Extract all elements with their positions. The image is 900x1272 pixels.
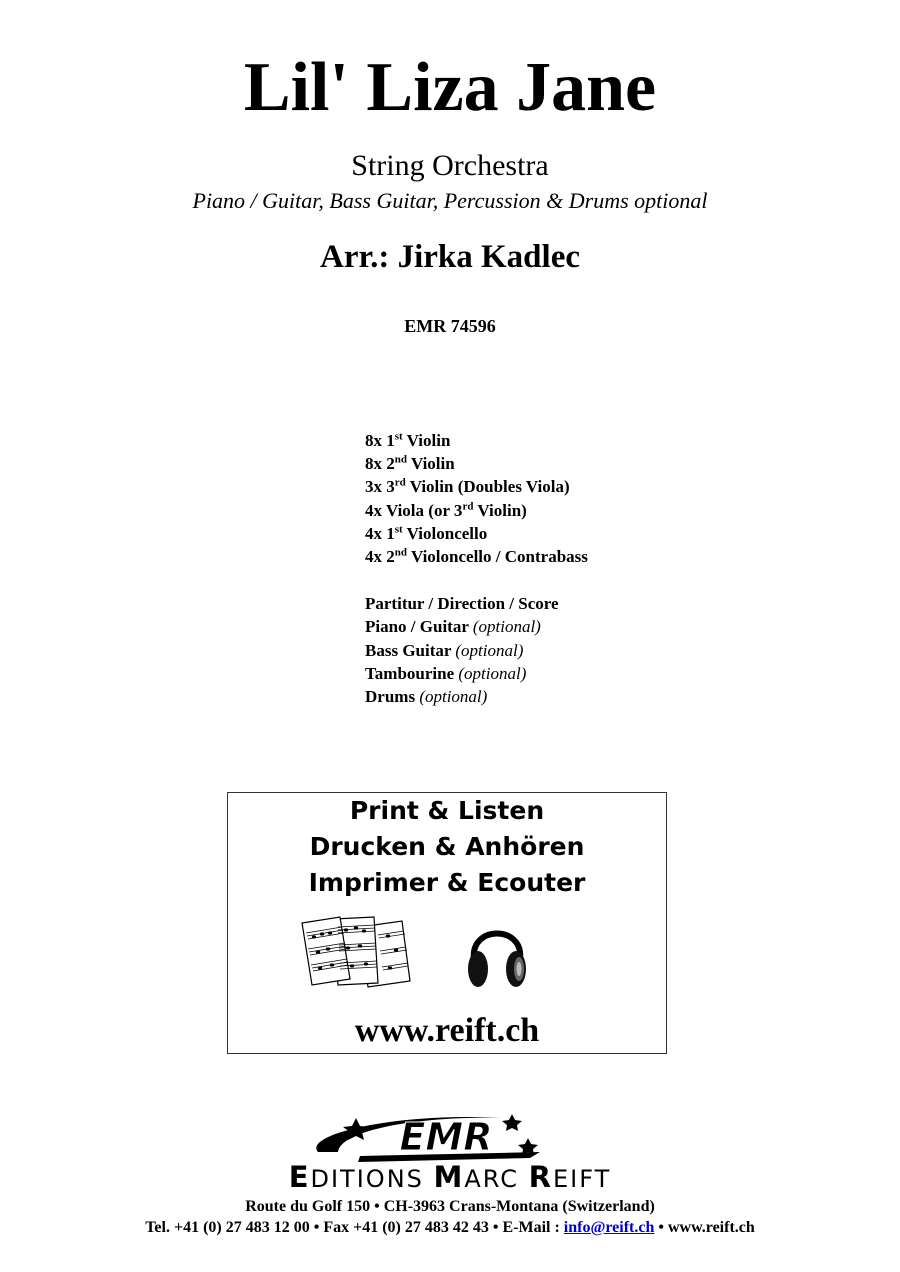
publisher-contact: Tel. +41 (0) 27 483 12 00 • Fax +41 (0) 27 483 42 43 • E-Mail : info@reift.ch • www.reift.ch: [145, 1219, 755, 1236]
sheet-music-icon: [298, 913, 418, 995]
part-first-cello: 4x 1st Violoncello: [365, 523, 488, 543]
part-viola: 4x Viola (or 3rd Violin): [365, 499, 527, 520]
headphones-icon: [464, 915, 530, 995]
extra-drums: Drums (optional): [365, 687, 488, 707]
arranger-credit: Arr.: Jirka Kadlec: [320, 239, 580, 275]
promo-german: Drucken & Anhören: [309, 832, 585, 861]
extra-piano-guitar: Piano / Guitar (optional): [365, 617, 541, 637]
part-first-violin: 8x 1st Violin: [365, 430, 451, 450]
extra-score: Partitur / Direction / Score: [365, 594, 559, 614]
emr-logo-icon: [250, 1108, 650, 1164]
extra-tambourine: Tambourine (optional): [365, 663, 527, 683]
promo-french: Imprimer & Ecouter: [308, 868, 586, 897]
part-second-violin: 8x 2nd Violin: [365, 453, 455, 474]
email-link[interactable]: info@reift.ch: [563, 1219, 655, 1236]
publisher-address: Route du Golf 150 • CH-3963 Crans-Montana (Switzerland): [245, 1198, 655, 1215]
publisher-name: EDITIONS MARC REIFT: [288, 1160, 612, 1194]
catalog-number: EMR 74596: [404, 316, 496, 336]
extra-bass-guitar: Bass Guitar (optional): [365, 640, 524, 660]
promo-english: Print & Listen: [349, 796, 545, 825]
parts-list: [365, 429, 588, 708]
score-title: Lil' Liza Jane: [243, 49, 657, 126]
ensemble-subtitle: String Orchestra: [351, 149, 549, 182]
promo-website[interactable]: www.reift.ch: [354, 1012, 540, 1049]
publisher-logo: [250, 1108, 650, 1194]
part-second-cello-bass: 4x 2nd Violoncello / Contrabass: [365, 546, 588, 567]
optional-instruments-line: Piano / Guitar, Bass Guitar, Percussion & Drums optional: [192, 188, 708, 213]
print-listen-box: [227, 792, 667, 1054]
part-third-violin: 3x 3rd Violin (Doubles Viola): [365, 476, 570, 497]
list-spacer: [365, 568, 588, 592]
emr-logo-text: EMR: [399, 1115, 493, 1159]
